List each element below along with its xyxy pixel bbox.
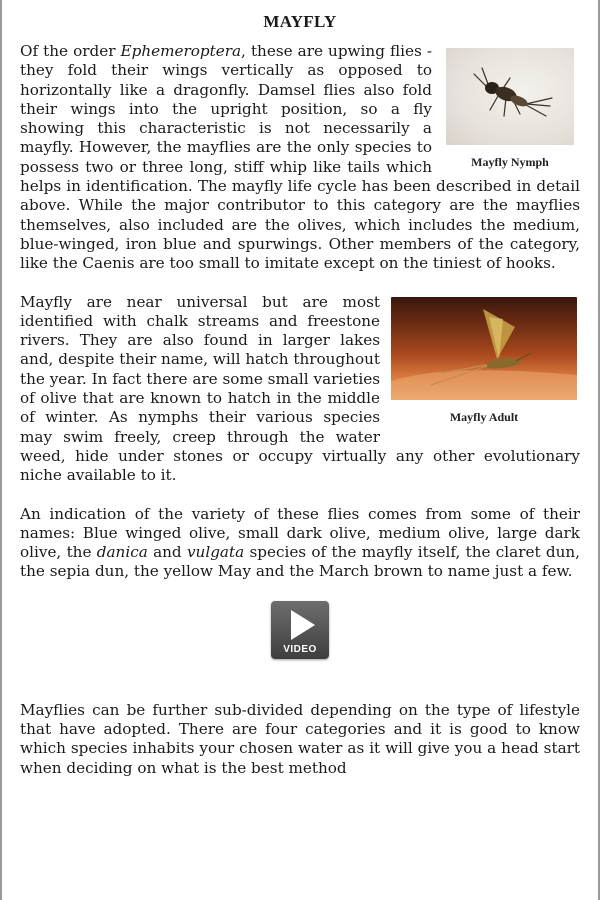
paragraph-habitat: Mayfly Adult Mayfly are near universal but are most identified with chalk streams and freestone rivers. They are also found in larger lakes and, despite their name, will hatch throughout the year. In fact there are some small varieties of olive that are known to hatch in the middle of winter. As nymphs their various species may swim freely, creep through the water weed, hide under stones or occupy virtually any other evolutionary niche available to it. [20, 292, 580, 485]
species-danica: danica [96, 543, 148, 562]
page-edge-left [0, 0, 2, 900]
paragraph-species-names: An indication of the variety of these flies comes from some of their names: Blue winged olive, small dark olive, medium olive, large dark olive, the danica and vulgata species of the mayfly itself, the claret dun, the sepia dun, the yellow May and the March brown to name just a few. [20, 504, 580, 581]
mayfly-adult-photo [391, 297, 577, 400]
page-title: MAYFLY [263, 12, 337, 31]
paragraph-intro: Mayfly Nymph Of the order Ephemeroptera, these are upwing flies - they fold their wings vertically as opposed to horizontally like a dragonfly. Damsel flies also fold their wings into the upright position, so a fly showing this characteristic is not necessarily a mayfly. However, the mayflies are the only species to possess two or three long, stiff whip like tails which helps in identification. The mayfly life cycle has been described in detail above. While the major contributor to this category are the mayflies themselves, also included are the olives, which includes the medium, blue-winged, iron blue and spurwings. Other members of the category, like the Caenis are too small to imitate except on the tiniest of hooks. [20, 42, 580, 273]
video-section [20, 601, 580, 663]
mayfly-nymph-photo [446, 48, 574, 145]
figure-mayfly-adult [388, 297, 580, 427]
figure-caption: Mayfly Adult [449, 409, 519, 424]
video-label: VIDEO [283, 643, 317, 655]
figure-mayfly-nymph [440, 48, 580, 172]
play-icon [291, 610, 315, 640]
species-vulgata: vulgata [186, 543, 245, 562]
video-button[interactable] [271, 601, 329, 659]
figure-caption: Mayfly Nymph [471, 155, 549, 169]
order-name: Ephemeroptera [120, 42, 242, 60]
paragraph-lifestyle: Mayflies can be further sub-divided depending on the type of lifestyle that have adopted. There are four categories and it is good to know which species inhabits your chosen water as it will give you a head start when deciding on what is the best method [20, 700, 580, 777]
article [20, 10, 580, 797]
